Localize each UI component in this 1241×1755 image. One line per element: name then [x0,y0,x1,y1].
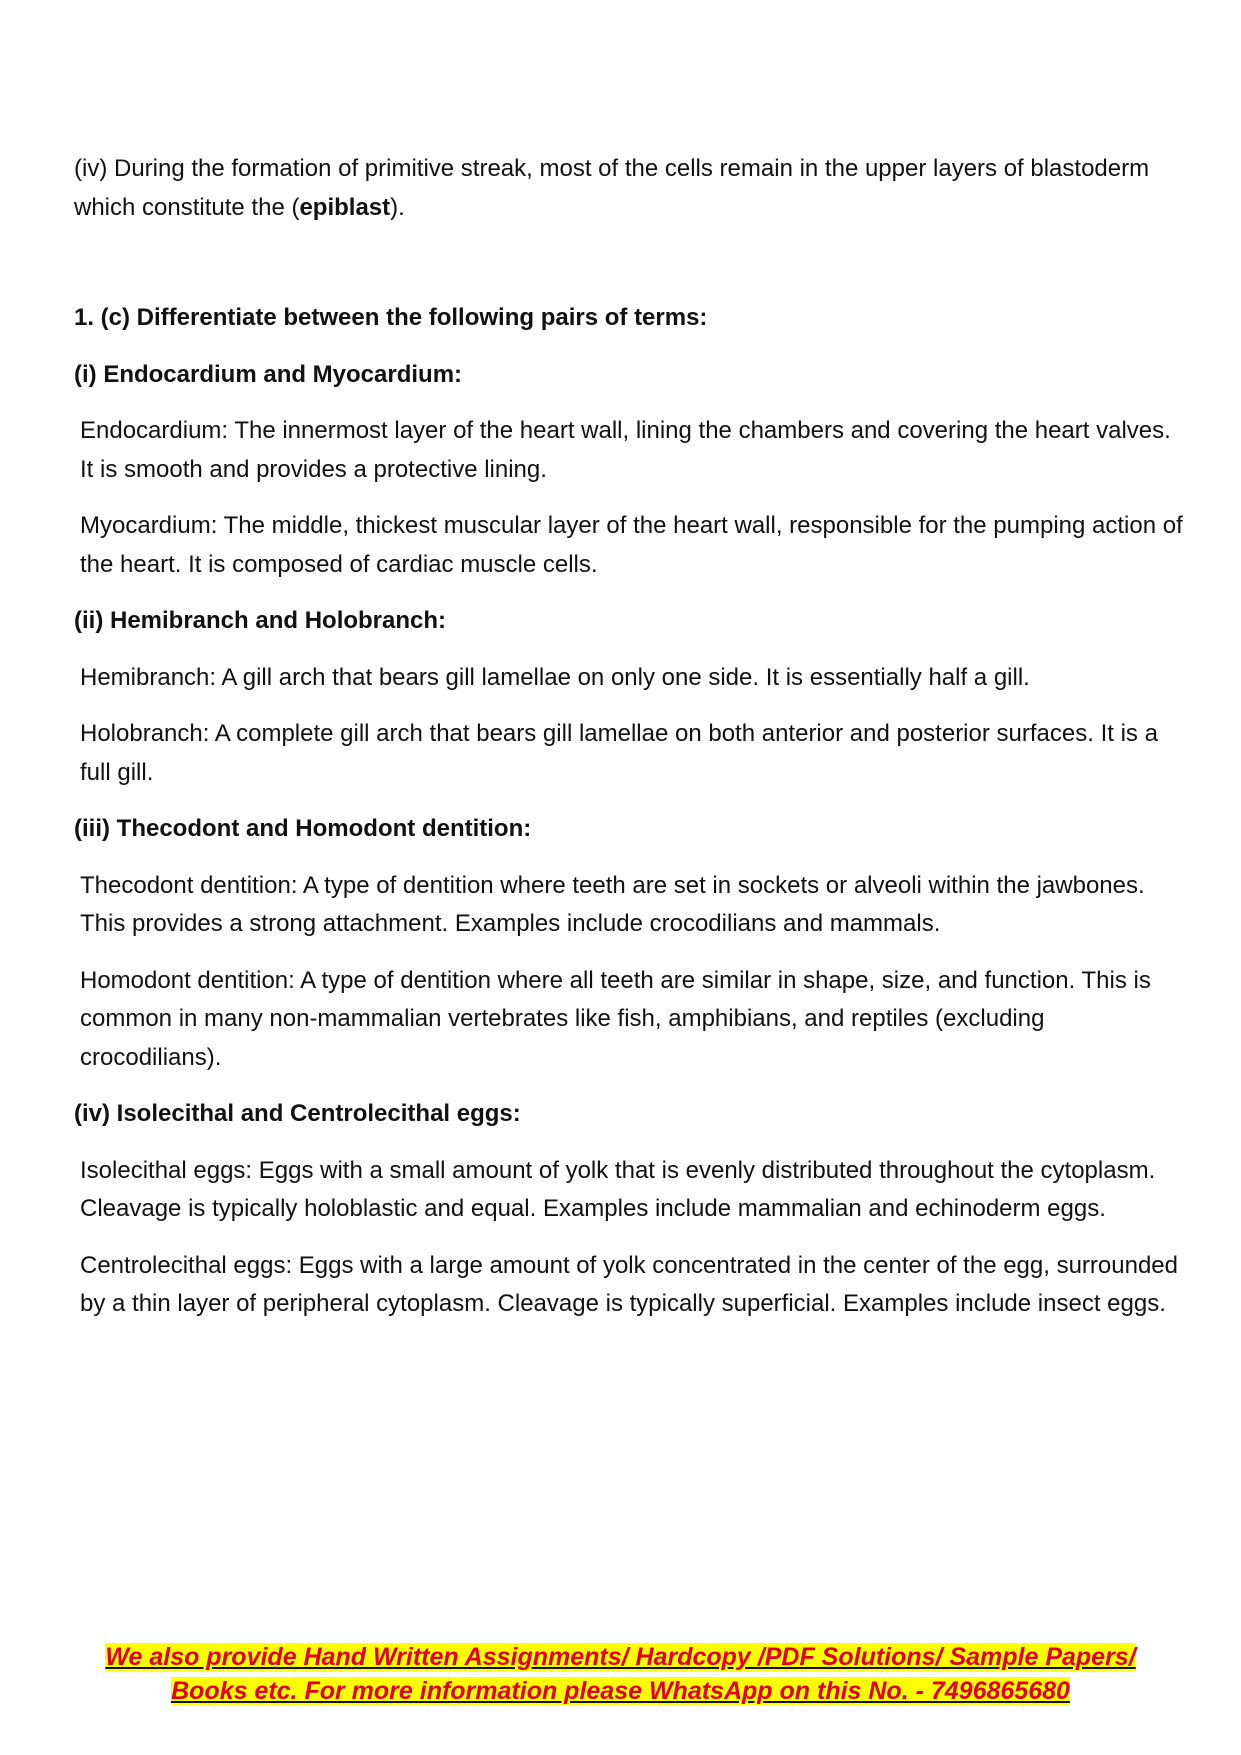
pair-heading: (iii) Thecodont and Homodont dentition: [74,815,532,842]
definition-paragraph: Isolecithal eggs: Eggs with a small amount of yolk that is evenly distributed throughout the cytoplasm. Cleavage is typically holoblastic and equal. Examples include mammalian and echinoderm eggs. [80,1156,1156,1222]
definition-paragraph: Homodont dentition: A type of dentition where all teeth are similar in shape, size, and function. This is common in many non-mammalian vertebrates like fish, amphibians, and reptiles (excluding crocodilians). [80,966,1151,1071]
definition-paragraph: Endocardium: The innermost layer of the heart wall, lining the chambers and covering the heart valves. It is smooth and provides a protective lining. [80,417,1171,483]
intro-bold-term: epiblast [299,193,391,221]
section-title: 1. (c) Differentiate between the following pairs of terms: [74,304,708,331]
intro-text: (iv) During the formation of primitive streak, most of the cells remain in the upper layers of blastoderm which constitute the ( [74,155,1150,221]
pair-heading: (ii) Hemibranch and Holobranch: [74,607,447,634]
promo-line-2: Books etc. For more information please WhatsApp on this No. - 7496865680 [171,1677,1070,1705]
definition-paragraph: Centrolecithal eggs: Eggs with a large amount of yolk concentrated in the center of the egg, surrounded by a thin layer of peripheral cytoplasm. Cleavage is typically superficial. Examples include insect eggs. [80,1251,1178,1317]
intro-paragraph [74,150,1184,227]
pair-heading: (iv) Isolecithal and Centrolecithal eggs: [74,1100,521,1127]
document-body [74,150,1184,1324]
definition-paragraph: Myocardium: The middle, thickest muscular layer of the heart wall, responsible for the pumping action of the heart. It is composed of cardiac muscle cells. [80,512,1183,578]
promo-footer [0,1640,1241,1708]
intro-suffix: ). [390,193,405,221]
promo-line-1: We also provide Hand Written Assignments/ Hardcopy /PDF Solutions/ Sample Papers/ [105,1643,1136,1671]
definition-paragraph: Thecodont dentition: A type of dentition where teeth are set in sockets or alveoli within the jawbones. This provides a strong attachment. Examples include crocodilians and mammals. [80,871,1145,937]
definition-paragraph: Holobranch: A complete gill arch that bears gill lamellae on both anterior and posterior surfaces. It is a full gill. [80,720,1158,786]
pair-heading: (i) Endocardium and Myocardium: [74,360,463,388]
definition-paragraph: Hemibranch: A gill arch that bears gill lamellae on only one side. It is essentially half a gill. [80,663,1030,691]
